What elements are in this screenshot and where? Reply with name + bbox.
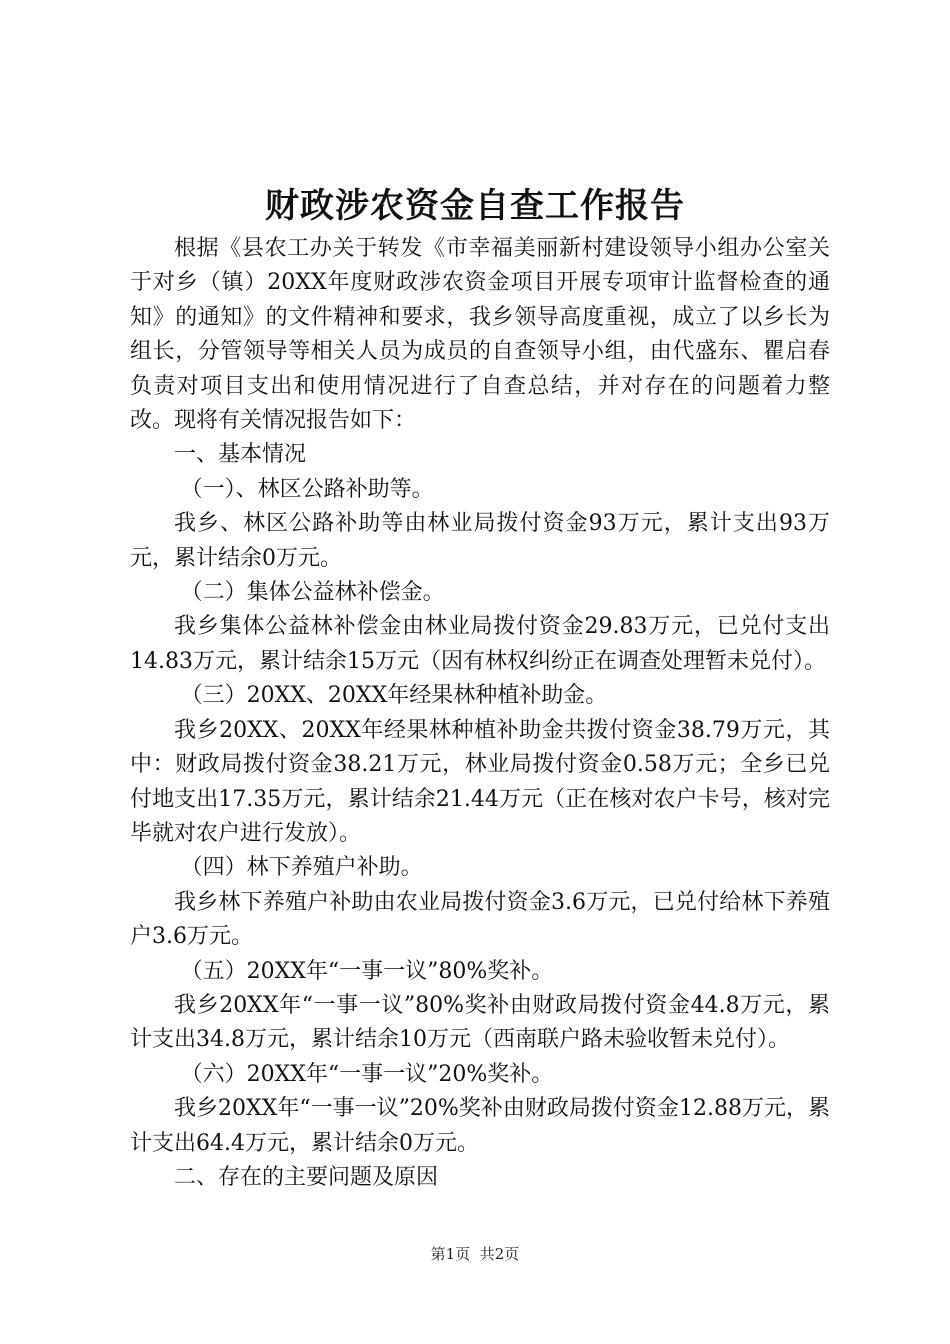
subsection-paragraph-6: 我乡20XX年“一事一议”20%奖补由财政局拨付资金12.88万元，累计支出64.4万元，累计结余0万元。 bbox=[130, 1096, 830, 1156]
subsection-paragraph-2: 我乡集体公益林补偿金由林业局拨付资金29.83万元，已兑付支出14.83万元，累计结余15万元（因有林权纠纷正在调查处理暂未兑付）。 bbox=[130, 614, 830, 674]
document-title: 财政涉农资金自查工作报告 bbox=[265, 186, 685, 226]
subsection-heading-6: （六）20XX年“一事一议”20%奖补。 bbox=[180, 1061, 554, 1087]
section-heading-basic-situation: 一、基本情况 bbox=[174, 442, 307, 468]
page-number: 第1页 bbox=[430, 1245, 471, 1263]
subsection-paragraph-4: 我乡林下养殖户补助由农业局拨付资金3.6万元，已兑付给林下养殖户3.6万元。 bbox=[130, 889, 830, 950]
subsection-heading-5: （五）20XX年“一事一议”80%奖补。 bbox=[180, 958, 554, 984]
subsection-paragraph-5: 我乡20XX年“一事一议”80%奖补由财政局拨付资金44.8万元，累计支出34.8万元，累计结余10万元（西南联户路未验收暂未兑付）。 bbox=[130, 992, 830, 1053]
section-heading-problems: 二、存在的主要问题及原因 bbox=[174, 1164, 439, 1190]
subsection-heading-4: （四）林下养殖户补助。 bbox=[180, 855, 423, 881]
subsection-paragraph-3: 我乡20XX、20XX年经果林种植补助金共拨付资金38.79万元，其中：财政局拨付资金38.21万元，林业局拨付资金0.58万元；全乡已兑付地支出17.35万元，累计结余21.44万元（正在核对农户卡号，核对完毕就对农户进行发放）。 bbox=[130, 717, 830, 846]
page-total: 共2页 bbox=[479, 1245, 520, 1263]
intro-paragraph: 根据《县农工办关于转发《市幸福美丽新村建设领导小组办公室关于对乡（镇）20XX年度财政涉农资金项目开展专项审计监督检查的通知》的通知》的文件精神和要求，我乡领导高度重视，成立了以乡长为组长，分管领导等相关人员为成员的自查领导小组，由代盛东、瞿启春负责对项目支出和使用情况进行了自查总结，并对存在的问题着力整改。现将有关情况报告如下： bbox=[130, 236, 830, 434]
subsection-heading-2: （二）集体公益林补偿金。 bbox=[180, 580, 445, 606]
subsection-paragraph-1: 我乡、林区公路补助等由林业局拨付资金93万元，累计支出93万元，累计结余0万元。 bbox=[130, 511, 830, 571]
document-body bbox=[130, 232, 830, 1195]
page-footer bbox=[0, 1244, 950, 1264]
subsection-heading-3: （三）20XX、20XX年经果林种植补助金。 bbox=[180, 683, 608, 709]
subsection-heading-1: （一）、林区公路补助等。 bbox=[180, 476, 434, 502]
